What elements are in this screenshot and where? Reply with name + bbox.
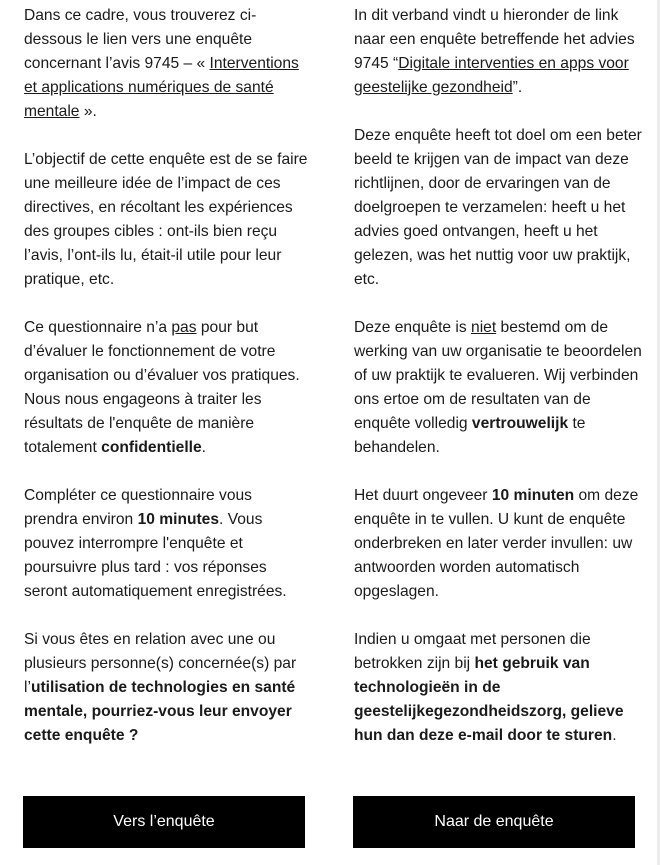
fr-paragraph-objective: L’objectif de cette enquête est de se faire une meilleure idée de l’impact de ces directives, en récoltant les expériences des groupes cibles : ont-ils bien reçu l’avis, l’ont-ils lu, était-il utile pour leur pratique, etc. xyxy=(24,151,308,288)
french-column xyxy=(24,4,308,772)
fr-survey-button[interactable]: Vers l’enquête xyxy=(23,796,305,848)
fr-paragraph-purpose: Ce questionnaire n’a pas pour but d’évaluer le fonctionnement de votre organisation ou d’évaluer vos pratiques. Nous nous engageons à traiter les résultats de l'enquête de manière totalement confidentielle. xyxy=(24,319,300,456)
nl-paragraph-duration: Het duurt ongeveer 10 minuten om deze enquête in te vullen. U kunt de enquête onderbreken en later verder invullen: uw antwoorden worden automatisch opgeslagen. xyxy=(354,487,639,600)
nl-paragraph-forward: Indien u omgaat met personen die betrokken zijn bij het gebruik van technologieën in de geestelijkegezondheidszorg, gelieve hun dan deze e-mail door te sturen. xyxy=(354,631,624,744)
nl-advice-link[interactable]: Digitale interventies en apps voor geestelijke gezondheid xyxy=(354,55,629,96)
nl-paragraph-intro: In dit verband vindt u hieronder de link naar een enquête betreffende het advies 9745 “Digitale interventies en apps voor geestelijke gezondheid”. xyxy=(354,7,635,96)
fr-paragraph-forward: Si vous êtes en relation avec une ou plusieurs personne(s) concernée(s) par l’utilisation de technologies en santé mentale, pourriez-vous leur envoyer cette enquête ? xyxy=(24,631,297,744)
nl-survey-button[interactable]: Naar de enquête xyxy=(353,796,635,848)
nl-paragraph-purpose: Deze enquête is niet bestemd om de werking van uw organisatie te beoordelen of uw praktijk te evalueren. Wij verbinden ons ertoe om de resultaten van de enquête volledig vertrouwelijk te behandelen. xyxy=(354,319,642,456)
dutch-column xyxy=(354,4,644,772)
fr-paragraph-duration: Compléter ce questionnaire vous prendra environ 10 minutes. Vous pouvez interrompre l'enquête et poursuivre plus tard : vos réponses seront automatiquement enregistrées. xyxy=(24,487,287,600)
fr-paragraph-intro: Dans ce cadre, vous trouverez ci-dessous le lien vers une enquête concernant l’avis 9745 – « Interventions et applications numériques de santé mentale ». xyxy=(24,7,299,120)
fr-advice-link[interactable]: Interventions et applications numériques de santé mentale xyxy=(24,55,299,120)
nl-paragraph-objective: Deze enquête heeft tot doel om een beter beeld te krijgen van de impact van deze richtlijnen, door de ervaringen van de doelgroepen te verzamelen: heeft u het advies goed ontvangen, heeft u het gelezen, was het nuttig voor uw praktijk, etc. xyxy=(354,127,642,288)
